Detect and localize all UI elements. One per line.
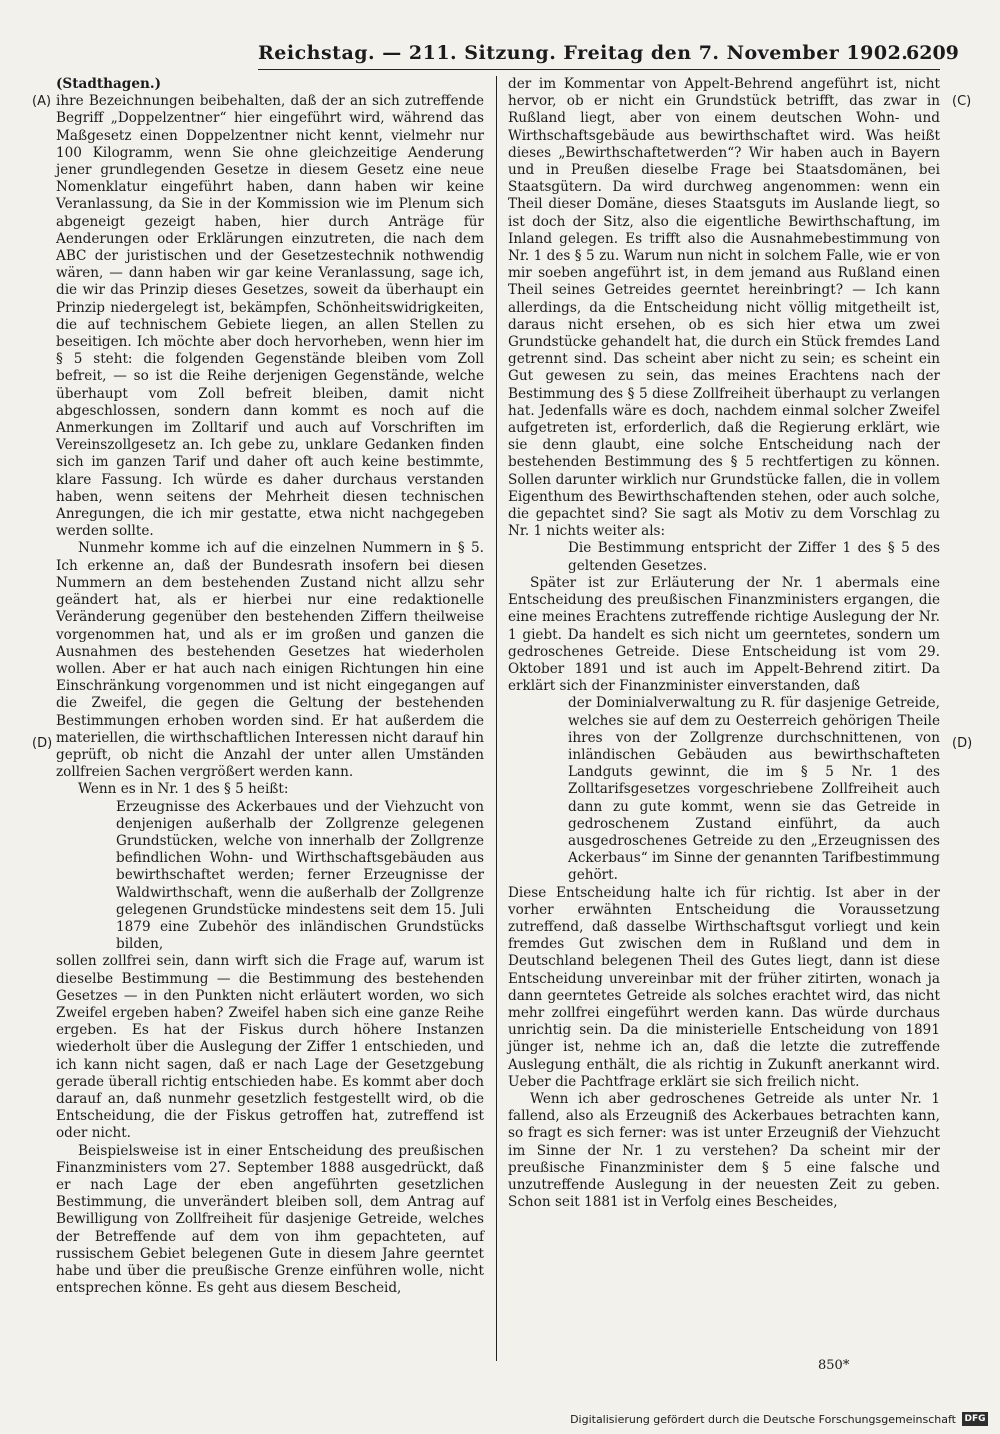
margin-marker-c: (C) xyxy=(952,94,972,109)
left-paragraph-4: sollen zollfrei sein, dann wirft sich die Frage auf, warum ist dieselbe Bestimmung — die Bestimmung des bestehenden Gesetzes — in den Punkten nicht erläutert worden, wo sich Zweifel ergeben haben? Zweifel haben sich eine ganze Reihe ergeben. Es hat der Fiskus durch höhere Instanzen wiederholt über die Auslegung der Ziffer 1 entschieden, und ich kann nicht sagen, daß er nach Lage der Gesetzgebung gerade überall richtig entschieden habe. Es kommt aber doch darauf an, daß nunmehr gesetzlich festgestellt wird, ob die Entscheidung, die der Fiskus getroffen hat, zutreffend ist oder nicht. xyxy=(56,953,484,1142)
right-quote-1: Die Bestimmung entspricht der Ziffer 1 des § 5 des geltenden Gesetzes. xyxy=(568,540,940,574)
page-number: 6209 xyxy=(906,42,959,64)
footer xyxy=(570,1412,988,1426)
left-paragraph-5: Beispielsweise ist in einer Entscheidung des preußischen Finanzministers vom 27. September 1888 ausgedrückt, daß er nach Lage der eben angeführten gesetzlichen Bestimmung, die unverändert bleiben soll, dem Antrag auf Bewilligung von Zollfreiheit für dasjenige Getreide, welches der Betreffende auf dem von ihm gepachteten, auf russischem Gebiet belegenen Gute in diesem Jahre geerntet habe und über die preußische Grenze einführen wolle, nicht entsprechen könne. Es geht aus diesem Bescheid, xyxy=(56,1142,484,1297)
header-rule xyxy=(258,69,940,70)
left-paragraph-1: ihre Bezeichnungen beibehalten, daß der an sich zutreffende Begriff „Doppelzentner“ hier eingeführt wird, während das Maßgesetz einen Doppelzentner nicht kennt, vielmehr nur 100 Kilogramm, wenn Sie ohne gleichzeitige Aenderung jener grundlegenden Gesetze in diesem Gesetz eine neue Nomenklatur eingeführt haben, dann haben wir keine Veranlassung, da Sie in der Kommission wie im Plenum sich abgeneigt gezeigt haben, hier durch Anträge für Aenderungen oder Erklärungen einzutreten, die nach dem ABC der juristischen und der Gesetzestechnik nothwendig wären, — dann haben wir gar keine Veranlassung, sage ich, die wir das Prinzip dieses Gesetzes, soweit da überhaupt ein Prinzip niedergelegt ist, bekämpfen, Schönheitswidrigkeiten, die auf technischem Gebiete liegen, an allen Stellen zu beseitigen. Ich möchte aber doch hervorheben, wenn hier im § 5 steht: die folgenden Gegenstände bleiben vom Zoll befreit, — so ist die Reihe derjenigen Gegenstände, welche überhaupt vom Zoll befreit bleiben, damit nicht abgeschlossen, sondern dann kommt es noch auf die Anmerkungen im Zolltarif und auch auf Vorschriften im Vereinszollgesetz an. Ich gebe zu, unklare Gedanken finden sich im ganzen Tarif und daher oft auch keine bestimmte, klare Fassung. Ich würde es daher durchaus verstanden haben, wenn seitens der Mehrheit diesen technischen Anregungen, die ich mir gestatte, etwa nicht nachgegeben werden sollte. xyxy=(56,93,484,540)
left-quote-1: Erzeugnisse des Ackerbaues und der Viehzucht von denjenigen außerhalb der Zollgrenze gelegenen Grundstücken, welche von innerhalb der Zollgrenze befindlichen Wohn- und Wirthschaftsgebäuden aus bewirthschaftet werden; ferner Erzeugnisse der Waldwirthschaft, wenn die außerhalb der Zollgrenze gelegenen Grundstücke mindestens seit dem 15. Juli 1879 eine Zubehör des inländischen Grundstücks bilden, xyxy=(116,798,484,953)
left-column xyxy=(56,76,484,1297)
right-column xyxy=(508,76,940,1211)
right-paragraph-1: der im Kommentar von Appelt-Behrend angeführt ist, nicht hervor, ob er nicht ein Grundstück betrifft, das zwar in Rußland liegt, aber von einem deutschen Wohn- und Wirthschaftsgebäude aus bewirthschaftet wird. Was heißt dieses „Bewirthschaftetwerden“? Wir haben auch in Bayern und in Preußen dieselbe Frage bei Staatsdomänen, bei Staatsgütern. Da wird durchweg angenommen: wenn ein Theil dieser Domäne, dieses Staatsguts im Auslande liegt, so ist doch der Sitz, also die eigentliche Bewirthschaftung, im Inland gelegen. Es trifft also die Ausnahmebestimmung von Nr. 1 des § 5 zu. Warum nun nicht in solchem Falle, wie er von mir soeben angeführt ist, in dem jemand aus Rußland einen Theil seines Getreides geerntet hereinbringt? — Ich kann allerdings, da die Entscheidung nicht völlig mitgetheilt ist, daraus nicht ersehen, ob es sich hier etwa um zwei Grundstücke gehandelt hat, die durch ein Stück fremdes Land getrennt sind. Das scheint aber nicht zu sein; es scheint ein Gut gewesen zu sein, das meines Erachtens nach der Bestimmung des § 5 diese Zollfreiheit überhaupt zu verlangen hat. Jedenfalls wäre es doch, nachdem einmal solcher Zweifel aufgetreten ist, erforderlich, daß die Regierung erklärt, wie sie denn glaubt, eine solche Entscheidung nach der bestehenden Bestimmung des § 5 rechtfertigen zu können. Sollen darunter wirklich nur Grundstücke fallen, die in vollem Eigenthum des Bewirthschaftenden stehen, oder auch solche, die gepachtet sind? Sie sagt als Motiv zu dem Vorschlag zu Nr. 1 nichts weiter als: xyxy=(508,76,940,540)
page-header xyxy=(258,42,959,66)
footer-text: Digitalisierung gefördert durch die Deutsche Forschungsgemeinschaft xyxy=(570,1412,956,1426)
right-quote-2: der Dominialverwaltung zu R. für dasjenige Getreide, welches sie auf dem zu Oesterreich gehörigen Theile ihres von der Zollgrenze durchschnittenen, von inländischen Gebäuden aus bewirthschafteten Landguts gewinnt, die im § 5 Nr. 1 des Zolltarifsgesetzes vorgeschriebene Zollfreiheit auch dann zu gute kommt, wenn sie das Getreide in gedroschenem Zustand einführt, da auch ausgedroschenes Getreide zu den „Erzeugnissen des Ackerbaus“ im Sinne der genannten Tarifbestimmung gehört. xyxy=(568,695,940,884)
margin-marker-d-right: (D) xyxy=(952,736,973,751)
signature-mark: 850* xyxy=(818,1358,850,1373)
right-paragraph-4: Wenn ich aber gedroschenes Getreide als unter Nr. 1 fallend, also als Erzeugniß des Ackerbaues betrachten kann, so fragt es sich ferner: was ist unter Erzeugniß der Viehzucht im Sinne der Nr. 1 zu verstehen? Da scheint mir der preußische Finanzminister dem § 5 eine falsche und unzutreffende Auslegung in der neuesten Zeit zu geben. Schon seit 1881 ist in Verfolg eines Bescheides, xyxy=(508,1090,940,1211)
left-paragraph-2: Nunmehr komme ich auf die einzelnen Nummern in § 5. Ich erkenne an, daß der Bundesrath insofern bei diesen Nummern an dem bestehenden Zustand nicht allzu sehr geändert hat, als er hierbei nur eine redaktionelle Veränderung gegenüber den bestehenden Ziffern theilweise vorgenommen hat, und als er im großen und ganzen die Ausnahmen des bestehenden Gesetzes hat wiederholen wollen. Aber er hat auch nach einigen Richtungen hin eine Einschränkung vorgenommen und ist nicht eingegangen auf die Zweifel, die gegen die Geltung der bestehenden Bestimmungen erhoben worden sind. Er hat außerdem die materiellen, die wirthschaftlichen Interessen nicht darauf hin geprüft, ob nicht die Anzahl der unter allen Umständen zollfreien Sachen vergrößert werden kann. xyxy=(56,540,484,781)
margin-marker-d-left: (D) xyxy=(32,736,53,751)
column-divider xyxy=(496,76,497,1361)
left-paragraph-3: Wenn es in Nr. 1 des § 5 heißt: xyxy=(78,781,289,798)
speaker-name: (Stadthagen.) xyxy=(56,76,162,92)
dfg-logo: DFG xyxy=(962,1412,988,1426)
header-title: Reichstag. — 211. Sitzung. Freitag den 7. November 1902. xyxy=(258,42,909,64)
right-paragraph-3: Diese Entscheidung halte ich für richtig. Ist aber in der vorher erwähnten Entscheidung die Voraussetzung zutreffend, daß dasselbe Wirthschaftsgut vorliegt und kein fremdes Gut zwischen dem in Rußland und dem in Deutschland belegenen Theil des Gutes liegt, dann ist diese Entscheidung unvereinbar mit der früher zitirten, wonach ja dann geerntetes Getreide als solches erachtet wird, das nicht mehr zollfrei eingeführt werden kann. Das würde durchaus unrichtig sein. Da die ministerielle Entscheidung von 1891 jünger ist, nehme ich an, daß die letzte die zutreffende Auslegung enthält, die als richtig in Zukunft anerkannt wird. Ueber die Pachtfrage erklärt sie sich freilich nicht. xyxy=(508,884,940,1090)
margin-marker-a: (A) xyxy=(32,94,52,109)
right-paragraph-2: Später ist zur Erläuterung der Nr. 1 abermals eine Entscheidung des preußischen Finanzministers ergangen, die eine meines Erachtens zutreffende richtige Auslegung der Nr. 1 giebt. Da handelt es sich nicht um geerntetes, sondern um gedroschenes Getreide. Diese Entscheidung ist vom 29. Oktober 1891 und ist auch im Appelt-Behrend zitirt. Da erklärt sich der Finanzminister einverstanden, daß xyxy=(508,574,940,695)
